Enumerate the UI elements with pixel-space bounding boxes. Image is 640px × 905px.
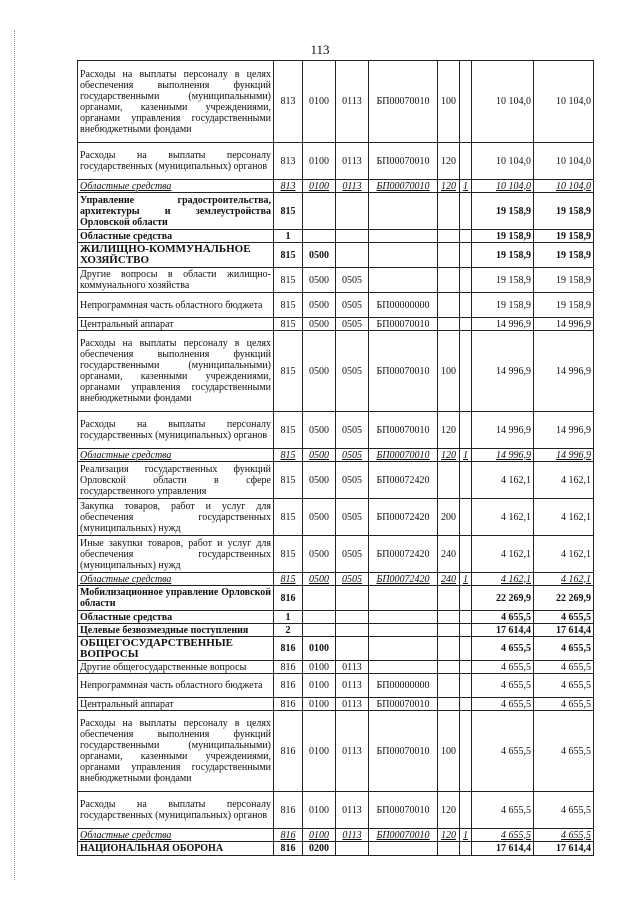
target-article-cell	[369, 611, 438, 624]
target-article-cell: БП00070010	[369, 331, 438, 412]
target-article-cell: БП00070010	[369, 449, 438, 462]
code-ved-cell: 815	[274, 193, 303, 230]
funding-source-cell	[460, 698, 472, 711]
amount-2-cell: 4 162,1	[534, 536, 594, 573]
table-row	[78, 624, 594, 637]
expense-type-cell	[438, 293, 460, 318]
code-subsection-cell: 0505	[336, 462, 369, 499]
row-name-cell: Областные средства	[78, 230, 274, 243]
page-number: 113	[310, 42, 330, 57]
code-subsection-cell: 0113	[336, 143, 369, 180]
amount-1-cell: 14 996,9	[472, 412, 534, 449]
row-name-cell: Расходы на выплаты персоналу в целях обеспечения выполнения функций государственными (муниципальными) органами, казенными учреждениями, органами управления государственными внебюджетными фондами	[78, 331, 274, 412]
amount-2-cell: 10 104,0	[534, 61, 594, 143]
table-row	[78, 412, 594, 449]
amount-1-cell: 4 655,5	[472, 711, 534, 792]
code-section-cell: 0100	[303, 829, 336, 842]
row-name-cell: Областные средства	[78, 449, 274, 462]
row-name-cell: Центральный аппарат	[78, 698, 274, 711]
amount-2-cell: 4 655,5	[534, 637, 594, 661]
funding-source-cell	[460, 792, 472, 829]
code-section-cell: 0100	[303, 637, 336, 661]
code-ved-cell: 815	[274, 499, 303, 536]
row-name-cell: Целевые безвозмездные поступления	[78, 624, 274, 637]
code-subsection-cell: 0505	[336, 318, 369, 331]
expense-type-cell: 240	[438, 536, 460, 573]
code-section-cell: 0500	[303, 293, 336, 318]
amount-1-cell: 10 104,0	[472, 143, 534, 180]
code-ved-cell: 815	[274, 268, 303, 293]
code-subsection-cell: 0113	[336, 180, 369, 193]
code-ved-cell: 813	[274, 180, 303, 193]
code-subsection-cell: 0113	[336, 711, 369, 792]
amount-2-cell: 14 996,9	[534, 449, 594, 462]
table-row	[78, 661, 594, 674]
funding-source-cell: 1	[460, 573, 472, 586]
table-row	[78, 611, 594, 624]
amount-2-cell: 4 162,1	[534, 573, 594, 586]
amount-1-cell: 4 655,5	[472, 637, 534, 661]
code-subsection-cell: 0505	[336, 293, 369, 318]
target-article-cell: БП00070010	[369, 412, 438, 449]
table-row	[78, 449, 594, 462]
row-name-cell: Другие вопросы в области жилищно-коммунального хозяйства	[78, 268, 274, 293]
amount-2-cell: 4 655,5	[534, 829, 594, 842]
table-row	[78, 637, 594, 661]
code-ved-cell: 816	[274, 829, 303, 842]
funding-source-cell	[460, 462, 472, 499]
code-section-cell: 0500	[303, 449, 336, 462]
expense-type-cell	[438, 193, 460, 230]
budget-table-body	[78, 61, 594, 856]
expense-type-cell	[438, 661, 460, 674]
amount-1-cell: 19 158,9	[472, 230, 534, 243]
amount-2-cell: 17 614,4	[534, 624, 594, 637]
amount-1-cell: 14 996,9	[472, 449, 534, 462]
expense-type-cell: 120	[438, 829, 460, 842]
amount-2-cell: 22 269,9	[534, 586, 594, 611]
code-section-cell	[303, 611, 336, 624]
code-subsection-cell	[336, 611, 369, 624]
target-article-cell	[369, 842, 438, 856]
code-section-cell	[303, 586, 336, 611]
code-section-cell: 0100	[303, 143, 336, 180]
code-ved-cell: 813	[274, 61, 303, 143]
table-row	[78, 193, 594, 230]
funding-source-cell	[460, 230, 472, 243]
row-name-cell: ОБЩЕГОСУДАРСТВЕННЫЕ ВОПРОСЫ	[78, 637, 274, 661]
code-section-cell: 0500	[303, 243, 336, 268]
row-name-cell: Реализация государственных функций Орловской области в сфере государственного управления	[78, 462, 274, 499]
code-ved-cell: 816	[274, 661, 303, 674]
table-row	[78, 842, 594, 856]
funding-source-cell	[460, 624, 472, 637]
code-subsection-cell: 0505	[336, 449, 369, 462]
table-row	[78, 268, 594, 293]
expense-type-cell: 100	[438, 331, 460, 412]
amount-1-cell: 4 655,5	[472, 674, 534, 698]
funding-source-cell	[460, 61, 472, 143]
amount-1-cell: 4 655,5	[472, 698, 534, 711]
table-row	[78, 143, 594, 180]
expense-type-cell	[438, 637, 460, 661]
row-name-cell: Областные средства	[78, 573, 274, 586]
row-name-cell: Расходы на выплаты персоналу государственных (муниципальных) органов	[78, 412, 274, 449]
row-name-cell: Расходы на выплаты персоналу в целях обеспечения выполнения функций государственными (муниципальными) органами, казенными учреждениями, органами управления государственными внебюджетными фондами	[78, 711, 274, 792]
table-row	[78, 698, 594, 711]
code-section-cell: 0200	[303, 842, 336, 856]
table-row	[78, 230, 594, 243]
row-name-cell: Центральный аппарат	[78, 318, 274, 331]
expense-type-cell	[438, 586, 460, 611]
row-name-cell: Областные средства	[78, 611, 274, 624]
row-name-cell: Мобилизационное управление Орловской области	[78, 586, 274, 611]
target-article-cell	[369, 268, 438, 293]
expense-type-cell: 100	[438, 61, 460, 143]
row-name-cell: Областные средства	[78, 829, 274, 842]
funding-source-cell	[460, 674, 472, 698]
code-subsection-cell: 0505	[336, 536, 369, 573]
amount-2-cell: 14 996,9	[534, 331, 594, 412]
funding-source-cell	[460, 711, 472, 792]
target-article-cell	[369, 193, 438, 230]
row-name-cell: Иные закупки товаров, работ и услуг для обеспечения государственных (муниципальных) нужд	[78, 536, 274, 573]
code-subsection-cell: 0113	[336, 661, 369, 674]
target-article-cell	[369, 230, 438, 243]
expense-type-cell: 120	[438, 412, 460, 449]
target-article-cell	[369, 661, 438, 674]
code-ved-cell: 816	[274, 637, 303, 661]
row-name-cell: Непрограммная часть областного бюджета	[78, 674, 274, 698]
expense-type-cell: 120	[438, 449, 460, 462]
code-subsection-cell	[336, 243, 369, 268]
amount-1-cell: 4 655,5	[472, 661, 534, 674]
amount-2-cell: 19 158,9	[534, 268, 594, 293]
code-ved-cell: 813	[274, 143, 303, 180]
amount-2-cell: 19 158,9	[534, 243, 594, 268]
code-subsection-cell: 0113	[336, 829, 369, 842]
funding-source-cell	[460, 268, 472, 293]
expense-type-cell: 120	[438, 792, 460, 829]
amount-2-cell: 4 655,5	[534, 674, 594, 698]
code-section-cell: 0100	[303, 674, 336, 698]
funding-source-cell	[460, 243, 472, 268]
amount-1-cell: 19 158,9	[472, 243, 534, 268]
code-ved-cell: 815	[274, 293, 303, 318]
table-row	[78, 61, 594, 143]
table-row	[78, 829, 594, 842]
code-section-cell: 0500	[303, 268, 336, 293]
code-subsection-cell: 0505	[336, 331, 369, 412]
amount-2-cell: 14 996,9	[534, 318, 594, 331]
code-subsection-cell: 0113	[336, 61, 369, 143]
margin-dotted-line	[14, 30, 15, 880]
funding-source-cell	[460, 499, 472, 536]
funding-source-cell	[460, 193, 472, 230]
target-article-cell: БП00072420	[369, 536, 438, 573]
amount-1-cell: 10 104,0	[472, 61, 534, 143]
amount-1-cell: 17 614,4	[472, 624, 534, 637]
amount-2-cell: 10 104,0	[534, 180, 594, 193]
code-ved-cell: 816	[274, 711, 303, 792]
amount-2-cell: 4 655,5	[534, 711, 594, 792]
amount-1-cell: 4 162,1	[472, 462, 534, 499]
amount-2-cell: 4 162,1	[534, 462, 594, 499]
amount-2-cell: 19 158,9	[534, 293, 594, 318]
expense-type-cell	[438, 318, 460, 331]
code-ved-cell: 815	[274, 573, 303, 586]
code-section-cell: 0500	[303, 573, 336, 586]
expense-type-cell	[438, 698, 460, 711]
code-ved-cell: 815	[274, 449, 303, 462]
code-subsection-cell: 0505	[336, 573, 369, 586]
amount-1-cell: 4 162,1	[472, 573, 534, 586]
code-subsection-cell	[336, 624, 369, 637]
code-section-cell: 0500	[303, 331, 336, 412]
code-section-cell: 0100	[303, 61, 336, 143]
row-name-cell: ЖИЛИЩНО-КОММУНАЛЬНОЕ ХОЗЯЙСТВО	[78, 243, 274, 268]
row-name-cell: Непрограммная часть областного бюджета	[78, 293, 274, 318]
row-name-cell: Закупка товаров, работ и услуг для обеспечения государственных (муниципальных) нужд	[78, 499, 274, 536]
target-article-cell	[369, 243, 438, 268]
target-article-cell: БП00070010	[369, 61, 438, 143]
amount-1-cell: 19 158,9	[472, 293, 534, 318]
row-name-cell: Расходы на выплаты персоналу государственных (муниципальных) органов	[78, 792, 274, 829]
target-article-cell: БП00070010	[369, 180, 438, 193]
table-row	[78, 318, 594, 331]
funding-source-cell	[460, 586, 472, 611]
code-section-cell: 0100	[303, 792, 336, 829]
row-name-cell: Другие общегосударственные вопросы	[78, 661, 274, 674]
table-row	[78, 243, 594, 268]
amount-1-cell: 22 269,9	[472, 586, 534, 611]
code-ved-cell: 815	[274, 412, 303, 449]
code-section-cell: 0100	[303, 180, 336, 193]
amount-2-cell: 19 158,9	[534, 193, 594, 230]
code-ved-cell: 815	[274, 318, 303, 331]
code-ved-cell: 816	[274, 842, 303, 856]
expense-type-cell	[438, 268, 460, 293]
funding-source-cell	[460, 293, 472, 318]
code-section-cell	[303, 193, 336, 230]
expense-type-cell	[438, 611, 460, 624]
code-subsection-cell: 0113	[336, 674, 369, 698]
code-ved-cell: 816	[274, 792, 303, 829]
target-article-cell: БП00070010	[369, 711, 438, 792]
budget-table	[77, 60, 594, 856]
amount-2-cell: 4 655,5	[534, 661, 594, 674]
code-ved-cell: 816	[274, 674, 303, 698]
code-subsection-cell: 0505	[336, 268, 369, 293]
code-ved-cell: 1	[274, 611, 303, 624]
expense-type-cell: 240	[438, 573, 460, 586]
expense-type-cell: 120	[438, 143, 460, 180]
code-subsection-cell: 0505	[336, 499, 369, 536]
row-name-cell: Расходы на выплаты персоналу в целях обеспечения выполнения функций государственными (муниципальными) органами, казенными учреждениями, органами управления государственными внебюджетными фондами	[78, 61, 274, 143]
code-subsection-cell	[336, 193, 369, 230]
expense-type-cell: 100	[438, 711, 460, 792]
amount-2-cell: 10 104,0	[534, 143, 594, 180]
code-subsection-cell: 0505	[336, 412, 369, 449]
code-ved-cell: 2	[274, 624, 303, 637]
table-row	[78, 573, 594, 586]
code-subsection-cell	[336, 637, 369, 661]
amount-2-cell: 17 614,4	[534, 842, 594, 856]
funding-source-cell: 1	[460, 180, 472, 193]
target-article-cell: БП00072420	[369, 462, 438, 499]
target-article-cell: БП00070010	[369, 829, 438, 842]
code-section-cell: 0500	[303, 462, 336, 499]
code-ved-cell: 815	[274, 331, 303, 412]
code-section-cell: 0100	[303, 711, 336, 792]
amount-1-cell: 4 655,5	[472, 611, 534, 624]
expense-type-cell: 200	[438, 499, 460, 536]
code-subsection-cell: 0113	[336, 792, 369, 829]
amount-1-cell: 4 162,1	[472, 536, 534, 573]
expense-type-cell	[438, 462, 460, 499]
target-article-cell	[369, 637, 438, 661]
target-article-cell: БП00000000	[369, 674, 438, 698]
funding-source-cell	[460, 318, 472, 331]
amount-1-cell: 14 996,9	[472, 318, 534, 331]
funding-source-cell	[460, 637, 472, 661]
amount-2-cell: 4 655,5	[534, 698, 594, 711]
code-section-cell	[303, 230, 336, 243]
table-row	[78, 293, 594, 318]
code-section-cell	[303, 624, 336, 637]
amount-1-cell: 17 614,4	[472, 842, 534, 856]
target-article-cell	[369, 586, 438, 611]
code-ved-cell: 815	[274, 536, 303, 573]
table-row	[78, 536, 594, 573]
funding-source-cell	[460, 536, 472, 573]
amount-1-cell: 19 158,9	[472, 193, 534, 230]
expense-type-cell	[438, 624, 460, 637]
expense-type-cell	[438, 243, 460, 268]
code-section-cell: 0500	[303, 318, 336, 331]
table-row	[78, 180, 594, 193]
target-article-cell: БП00000000	[369, 293, 438, 318]
target-article-cell: БП00072420	[369, 573, 438, 586]
amount-1-cell: 19 158,9	[472, 268, 534, 293]
row-name-cell: Областные средства	[78, 180, 274, 193]
funding-source-cell	[460, 143, 472, 180]
code-ved-cell: 815	[274, 462, 303, 499]
target-article-cell: БП00070010	[369, 698, 438, 711]
expense-type-cell: 120	[438, 180, 460, 193]
code-subsection-cell	[336, 230, 369, 243]
expense-type-cell	[438, 842, 460, 856]
funding-source-cell: 1	[460, 829, 472, 842]
code-subsection-cell	[336, 586, 369, 611]
row-name-cell: НАЦИОНАЛЬНАЯ ОБОРОНА	[78, 842, 274, 856]
table-row	[78, 792, 594, 829]
table-row	[78, 674, 594, 698]
amount-1-cell: 4 655,5	[472, 829, 534, 842]
amount-2-cell: 4 162,1	[534, 499, 594, 536]
code-section-cell: 0500	[303, 412, 336, 449]
code-section-cell: 0100	[303, 698, 336, 711]
funding-source-cell: 1	[460, 449, 472, 462]
expense-type-cell	[438, 674, 460, 698]
target-article-cell: БП00070010	[369, 318, 438, 331]
code-ved-cell: 816	[274, 698, 303, 711]
code-subsection-cell	[336, 842, 369, 856]
funding-source-cell	[460, 661, 472, 674]
amount-1-cell: 14 996,9	[472, 331, 534, 412]
funding-source-cell	[460, 412, 472, 449]
row-name-cell: Управление градостроительства, архитектуры и землеустройства Орловской области	[78, 193, 274, 230]
funding-source-cell	[460, 611, 472, 624]
table-row	[78, 462, 594, 499]
funding-source-cell	[460, 842, 472, 856]
amount-2-cell: 4 655,5	[534, 611, 594, 624]
code-ved-cell: 815	[274, 243, 303, 268]
table-row	[78, 711, 594, 792]
expense-type-cell	[438, 230, 460, 243]
amount-2-cell: 14 996,9	[534, 412, 594, 449]
code-section-cell: 0500	[303, 536, 336, 573]
row-name-cell: Расходы на выплаты персоналу государственных (муниципальных) органов	[78, 143, 274, 180]
table-row	[78, 586, 594, 611]
amount-1-cell: 4 655,5	[472, 792, 534, 829]
target-article-cell: БП00070010	[369, 143, 438, 180]
target-article-cell: БП00070010	[369, 792, 438, 829]
amount-1-cell: 10 104,0	[472, 180, 534, 193]
amount-2-cell: 19 158,9	[534, 230, 594, 243]
code-section-cell: 0500	[303, 499, 336, 536]
code-ved-cell: 816	[274, 586, 303, 611]
amount-2-cell: 4 655,5	[534, 792, 594, 829]
target-article-cell	[369, 624, 438, 637]
code-subsection-cell: 0113	[336, 698, 369, 711]
target-article-cell: БП00072420	[369, 499, 438, 536]
table-row	[78, 499, 594, 536]
amount-1-cell: 4 162,1	[472, 499, 534, 536]
code-section-cell: 0100	[303, 661, 336, 674]
funding-source-cell	[460, 331, 472, 412]
table-row	[78, 331, 594, 412]
code-ved-cell: 1	[274, 230, 303, 243]
